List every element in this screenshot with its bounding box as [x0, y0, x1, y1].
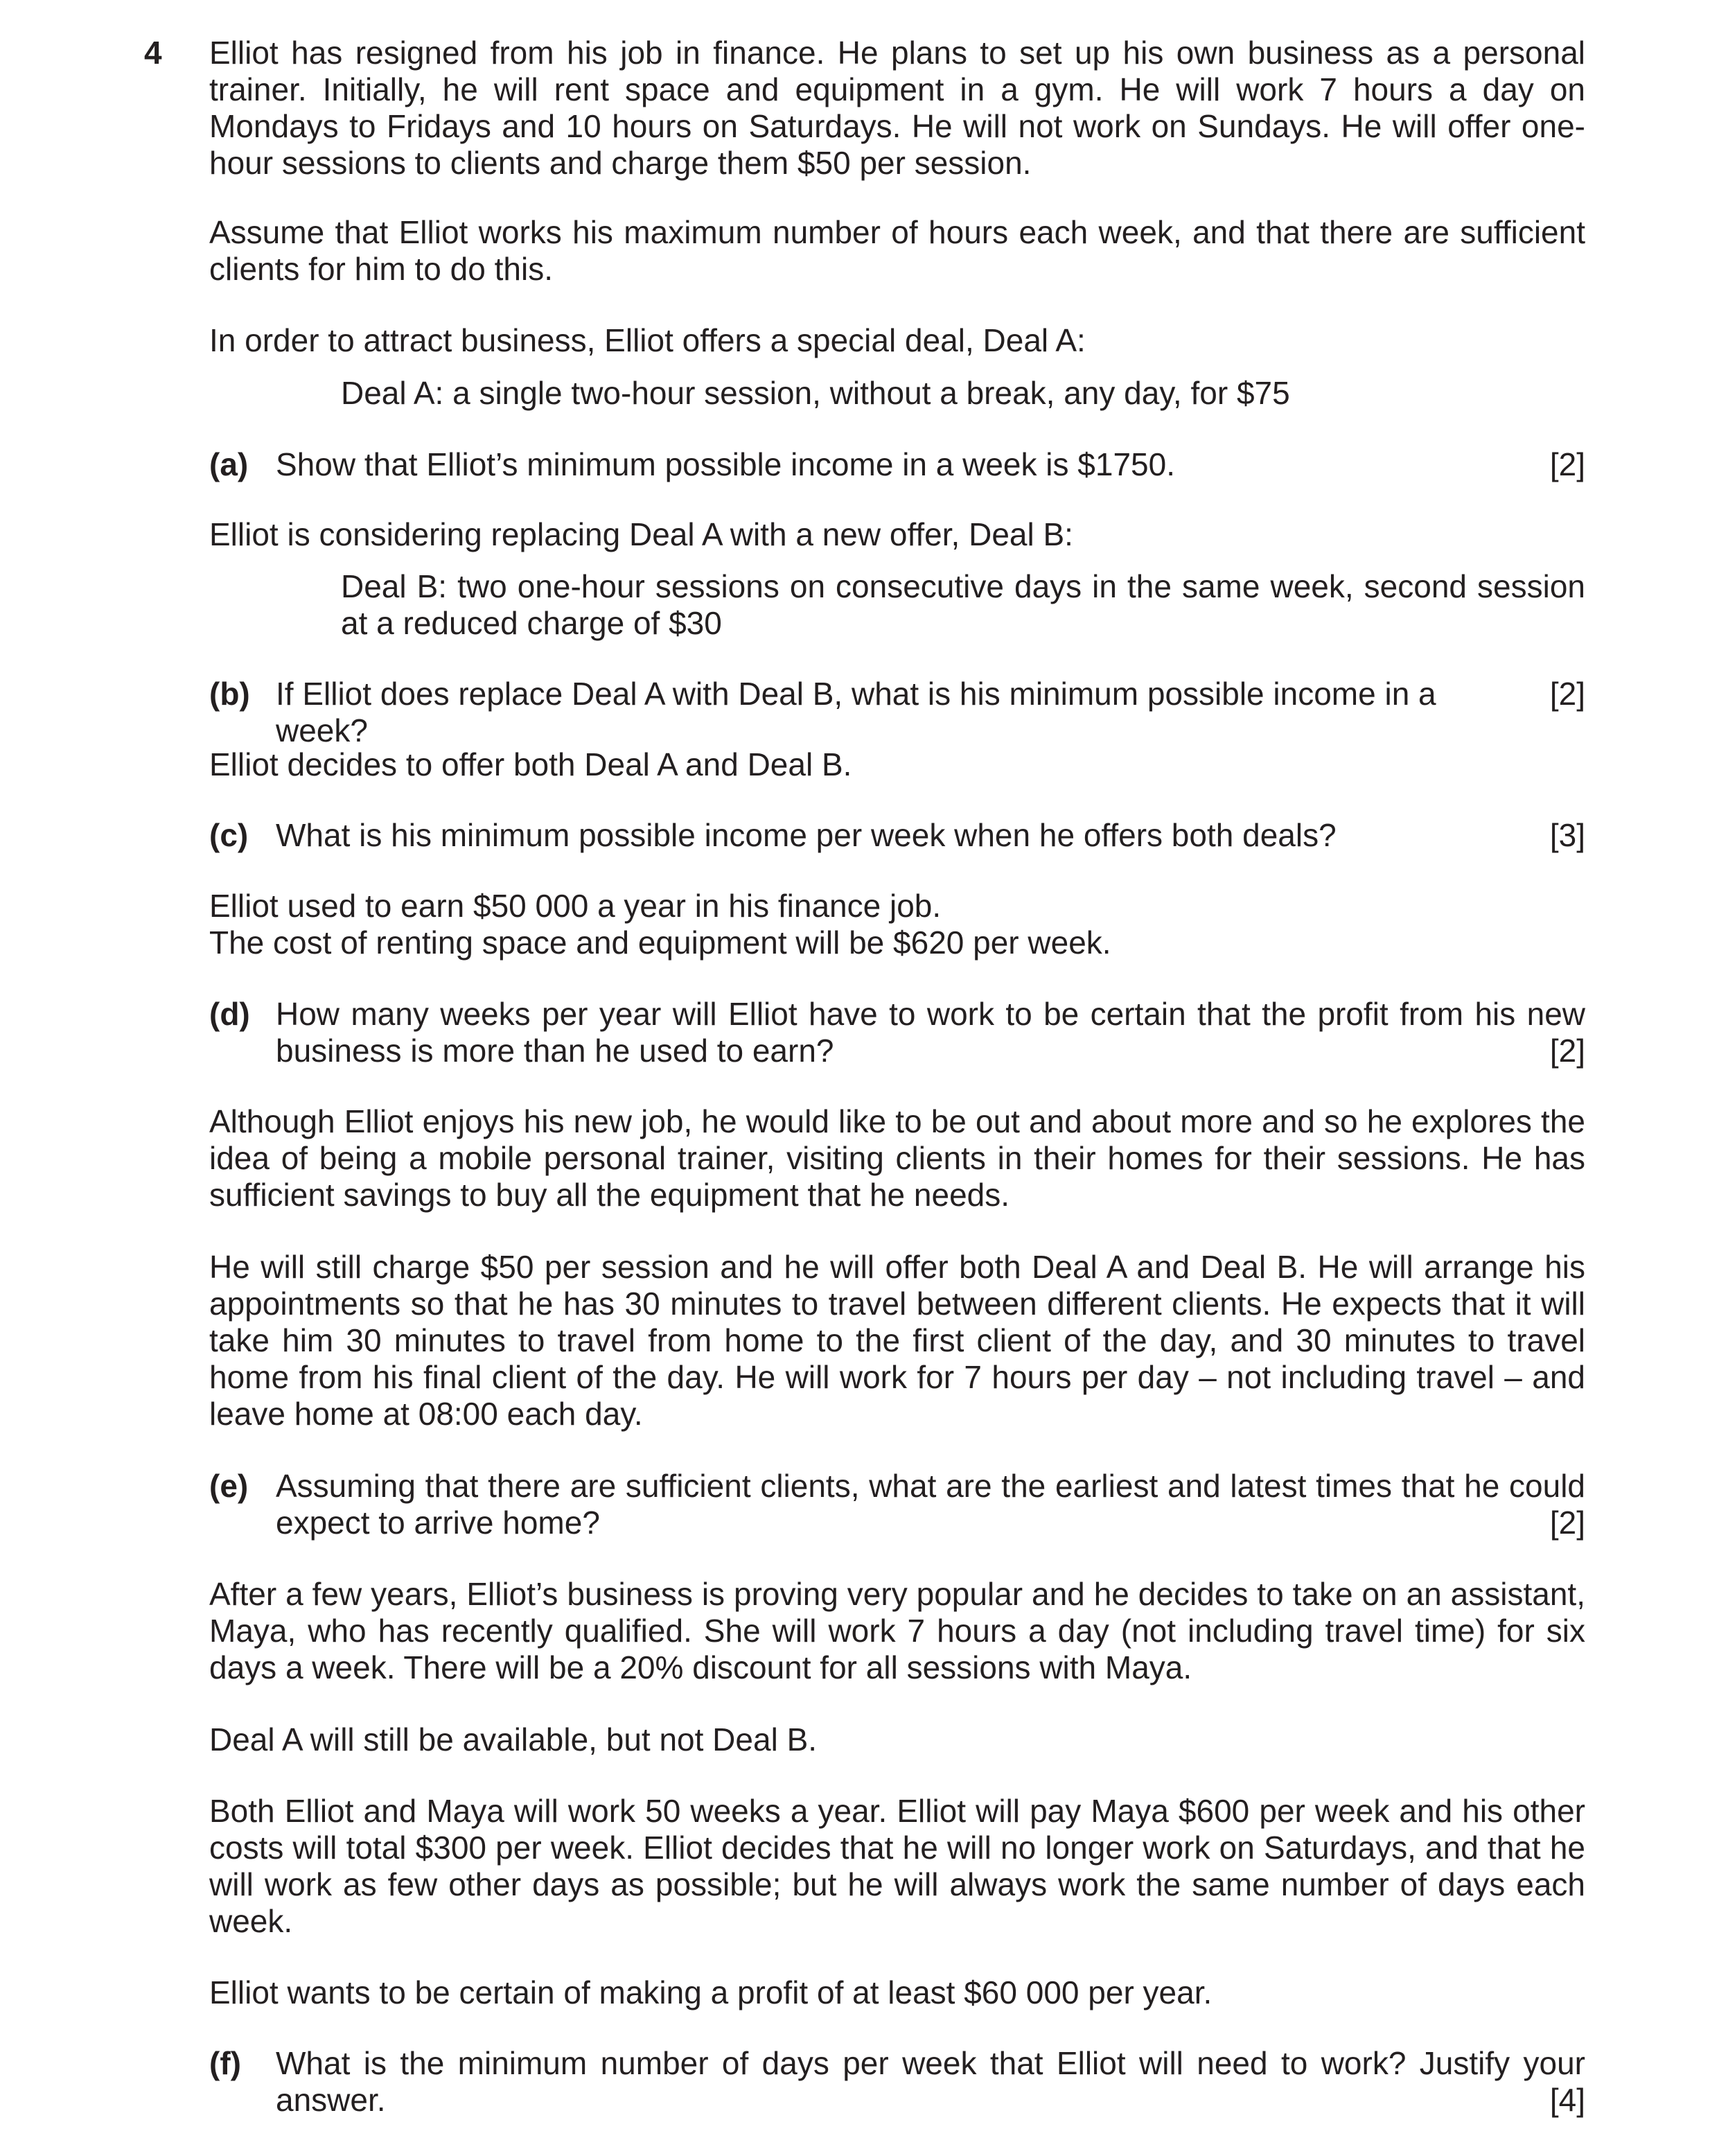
part-a-label: (a) — [209, 446, 249, 482]
part-c — [209, 817, 1585, 854]
part-b-label: (b) — [209, 676, 250, 712]
assistant-paragraph: After a few years, Elliot’s business is proving very popular and he decides to take on an assistant, Maya, who has recently qualified. She will work 7 hours a day (not including travel time) for six days a week. There will be a 20% discount for all sessions with Maya. — [209, 1576, 1585, 1685]
profit-target-paragraph: Elliot wants to be certain of making a profit of at least $60 000 per year. — [209, 1974, 1213, 2010]
part-e-marks: [2] — [1549, 1505, 1585, 1541]
deal-b-intro: Elliot is considering replacing Deal A with a new offer, Deal B: — [209, 516, 1073, 552]
part-a-text: Show that Elliot’s minimum possible income in a week is $1750. — [276, 446, 1175, 482]
deal-a-description: Deal A: a single two-hour session, without a break, any day, for $75 — [341, 375, 1290, 411]
part-f — [209, 2045, 1585, 2119]
part-b-text: If Elliot does replace Deal A with Deal B, what is his minimum possible income in a week? — [276, 676, 1436, 748]
intro-paragraph-1: Elliot has resigned from his job in finance. He plans to set up his own business as a personal trainer. Initially, he will rent space and equipment in a gym. He will work 7 hours a day on Mondays to Fridays and 10 hours on Saturdays. He will not work on Sundays. He will offer one-hour sessions to clients and charge them $50 per session. — [209, 35, 1585, 181]
part-f-text: What is the minimum number of days per week that Elliot will need to work? Justify your answer. — [276, 2045, 1585, 2118]
question-number: 4 — [144, 35, 162, 71]
part-b-marks: [2] — [1549, 676, 1585, 712]
part-d-label: (d) — [209, 996, 250, 1032]
part-d-text: How many weeks per year will Elliot have to work to be certain that the profit from his new business is more than he used to earn? — [276, 996, 1585, 1069]
part-f-marks: [4] — [1549, 2082, 1585, 2118]
intro-paragraph-3: In order to attract business, Elliot offers a special deal, Deal A: — [209, 322, 1086, 358]
part-f-label: (f) — [209, 2045, 241, 2081]
part-d — [209, 996, 1585, 1069]
part-e-text: Assuming that there are sufficient clients, what are the earliest and latest times that he could expect to arrive home? — [276, 1468, 1585, 1541]
rental-cost-line: The cost of renting space and equipment will be $620 per week. — [209, 924, 1111, 961]
previous-earnings-and-costs — [209, 888, 1585, 961]
mobile-trainer-paragraph: Although Elliot enjoys his new job, he would like to be out and about more and so he explores the idea of being a mobile personal trainer, visiting clients in their homes for their sessions. He has sufficient savings to buy all the equipment that he needs. — [209, 1103, 1585, 1213]
travel-arrangements-paragraph: He will still charge $50 per session and he will offer both Deal A and Deal B. He will arrange his appointments so that he has 30 minutes to travel between different clients. He expects that it will take him 30 minutes to travel from home to the first client of the day, and 30 minutes to travel home from his final client of the day. He will work for 7 hours per day – not including travel – and leave home at 08:00 each day. — [209, 1249, 1585, 1432]
part-e — [209, 1468, 1585, 1541]
part-c-marks: [3] — [1549, 817, 1585, 853]
part-c-text: What is his minimum possible income per week when he offers both deals? — [276, 817, 1337, 853]
part-a-marks: [2] — [1549, 446, 1585, 482]
deal-availability-paragraph: Deal A will still be available, but not Deal B. — [209, 1721, 818, 1758]
intro-paragraph-2: Assume that Elliot works his maximum number of hours each week, and that there are sufficient clients for him to do this. — [209, 214, 1585, 287]
part-c-label: (c) — [209, 817, 249, 853]
part-b — [209, 676, 1585, 748]
costs-and-schedule-paragraph: Both Elliot and Maya will work 50 weeks a year. Elliot will pay Maya $600 per week and his other costs will total $300 per week. Elliot decides that he will no longer work on Saturdays, and that he will work as few other days as possible; but he will always work the same number of days each week. — [209, 1793, 1585, 1939]
deal-b-description: Deal B: two one-hour sessions on consecutive days in the same week, second session at a reduced charge of $30 — [341, 568, 1585, 641]
both-deals-statement: Elliot decides to offer both Deal A and Deal B. — [209, 746, 852, 782]
previous-earnings-line: Elliot used to earn $50 000 a year in his finance job. — [209, 888, 942, 924]
part-e-label: (e) — [209, 1468, 249, 1504]
part-d-marks: [2] — [1549, 1033, 1585, 1069]
part-a — [209, 446, 1585, 483]
